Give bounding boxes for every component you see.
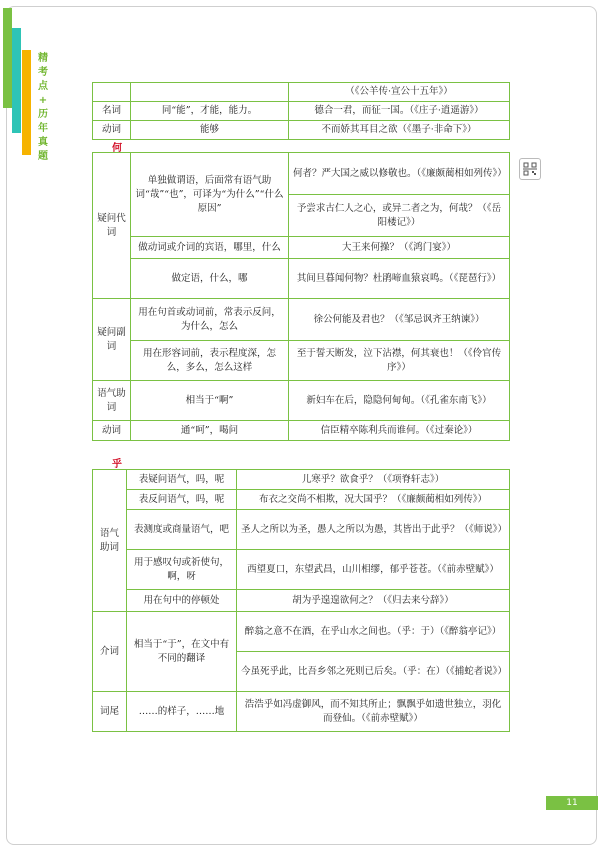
table-row [93,590,510,612]
meaning-cell: 用在句首或动词前，常表示反问，为什么，怎么 [131,299,289,341]
meaning-cell: 表反问语气，吗，呢 [127,490,237,510]
meaning-cell: 单独做谓语，后面常有语气助词“哉”“也”，可译为“为什么”“什么原因” [131,153,289,237]
example-cell: 信臣精卒陈利兵而谁何。（《过秦论》） [289,421,510,441]
example-cell: 德合一君，而征一国。（《庄子·逍遥游》） [289,102,510,121]
meaning-cell [131,83,289,102]
meaning-cell: 同“能”，才能，能力。 [131,102,289,121]
hu-table [92,469,510,732]
qr-code-icon-glyph [523,162,537,176]
example-cell: （《公羊传·宣公十五年》） [289,83,510,102]
table-row [93,550,510,590]
meaning-cell: 通“呵”，喝问 [131,421,289,441]
top-table [92,82,510,140]
meaning-cell: 相当于“于”，在文中有不同的翻译 [127,612,237,692]
he-table [92,152,510,441]
table-row [93,237,510,259]
example-cell: 不而娇其耳目之欲（《墨子·非命下》） [289,121,510,140]
section-label-hu: 乎 [112,459,122,470]
table-row [93,470,510,490]
meaning-cell: 能够 [131,121,289,140]
pos-cell: 疑问代词 [93,153,131,299]
table-row [93,510,510,550]
side-title-char: + [38,95,48,106]
pos-cell: 动词 [93,121,131,140]
pos-cell: 介词 [93,612,127,692]
page-number: 11 [546,796,598,810]
meaning-cell: 相当于“啊” [131,381,289,421]
table-row [93,341,510,381]
table-row [93,612,510,652]
table-row [93,83,510,102]
side-title-char: 年 [38,123,48,134]
meaning-cell: 用在形容词前，表示程度深，怎么，多么，怎么这样 [131,341,289,381]
example-cell: 布衣之交尚不相欺，况大国乎？（《廉颇蔺相如列传》） [237,490,510,510]
example-cell: 圣人之所以为圣，愚人之所以为愚，其皆出于此乎？（《师说》） [237,510,510,550]
table-row [93,421,510,441]
pos-cell: 动词 [93,421,131,441]
side-title-char: 精 [38,53,48,64]
section-label-he: 何 [112,143,122,154]
side-title-char: 题 [38,151,48,162]
meaning-cell: 表疑问语气，吗，呢 [127,470,237,490]
decor-bar-teal [12,28,21,133]
pos-cell: 名词 [93,102,131,121]
table-row [93,259,510,299]
meaning-cell: 做动词或介词的宾语，哪里，什么 [131,237,289,259]
table-row [93,381,510,421]
example-cell: 至于誓天断发，泣下沾襟，何其衰也！（《伶官传序》） [289,341,510,381]
example-cell: 醉翁之意不在酒，在乎山水之间也。（乎：于）（《醉翁亭记》） [237,612,510,652]
example-cell: 大王来何操？（《鸿门宴》） [289,237,510,259]
table-row [93,153,510,195]
example-cell: 今虽死乎此，比吾乡邻之死则已后矣。（乎：在）（《捕蛇者说》） [237,652,510,692]
decor-bar-green [3,8,12,108]
example-cell: 何者？严大国之威以修敬也。（《廉颇蔺相如列传》） [289,153,510,195]
meaning-cell: 用在句中的停顿处 [127,590,237,612]
meaning-cell: ……的样子，……地 [127,692,237,732]
side-title-char: 点 [38,81,48,92]
side-title [36,52,50,164]
pos-cell: 词尾 [93,692,127,732]
side-title-char: 真 [38,137,48,148]
example-cell: 儿寒乎？欲食乎？（《项脊轩志》） [237,470,510,490]
table-row [93,102,510,121]
table-row [93,692,510,732]
meaning-cell: 做定语，什么，哪 [131,259,289,299]
table-row [93,299,510,341]
meaning-cell: 用于感叹句或祈使句，啊，呀 [127,550,237,590]
side-title-char: 历 [38,109,48,120]
table-row [93,490,510,510]
example-cell: 西望夏口，东望武昌，山川相缪，郁乎苍苍。（《前赤壁赋》） [237,550,510,590]
example-cell: 胡为乎遑遑欲何之？（《归去来兮辞》） [237,590,510,612]
example-cell: 其间旦暮闻何物？杜鹃啼血猿哀鸣。（《琵琶行》） [289,259,510,299]
qr-code-icon[interactable] [519,158,541,180]
example-cell: 新妇车在后，隐隐何甸甸。（《孔雀东南飞》） [289,381,510,421]
table-row [93,121,510,140]
meaning-cell: 表测度或商量语气，吧 [127,510,237,550]
side-title-char: 考 [38,67,48,78]
pos-cell [93,83,131,102]
pos-cell: 语气助词 [93,470,127,612]
example-cell: 浩浩乎如冯虚御风，而不知其所止；飘飘乎如遗世独立，羽化而登仙。（《前赤壁赋》） [237,692,510,732]
pos-cell: 疑问副词 [93,299,131,381]
example-cell: 徐公何能及君也？（《邹忌讽齐王纳谏》） [289,299,510,341]
decor-bar-yellow [22,50,31,155]
example-cell: 予尝求古仁人之心，或异二者之为，何哉？（《岳阳楼记》） [289,195,510,237]
pos-cell: 语气助词 [93,381,131,421]
